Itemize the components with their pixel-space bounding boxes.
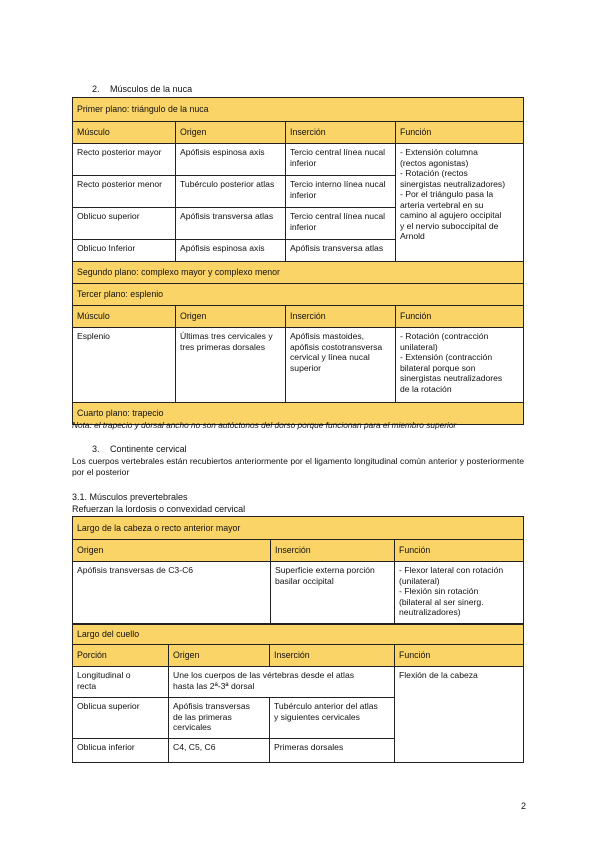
insertion-cell: Primeras dorsales xyxy=(270,739,395,763)
function-line: Arnold xyxy=(400,231,425,241)
trapecio-note: Nota: el trapecio y dorsal ancho no son autóctonos del dorso porque funcionan para el miembro superior xyxy=(72,420,457,430)
header-insercion: Inserción xyxy=(286,122,396,144)
band-segundo-plano: Segundo plano: complexo mayor y complexo menor xyxy=(73,262,524,284)
function-line: sinergistas neutralizadores xyxy=(400,373,503,383)
origin-line: Apófisis transversas xyxy=(173,701,250,711)
insertion-cell: Tercio central línea nucal inferior xyxy=(286,208,396,240)
origin-line: cervicales xyxy=(173,722,212,732)
function-line: - Flexor lateral con rotación xyxy=(399,565,504,575)
header-origen: Origen xyxy=(73,540,271,562)
table-row xyxy=(73,667,524,698)
insertion-cell: Tercio interno línea nucal inferior xyxy=(286,176,396,208)
origin-cell: C4, C5, C6 xyxy=(169,739,270,763)
function-line: sinergistas neutralizadores) xyxy=(400,178,506,189)
function-cell: Flexión de la cabeza xyxy=(395,667,524,763)
function-line: - Rotación (contracción xyxy=(400,331,489,341)
origin-cell: Apófisis espinosa axis xyxy=(176,240,286,262)
function-line: y el nervio suboccipital de xyxy=(400,220,499,231)
table-row xyxy=(73,328,524,403)
header-musculo: Músculo xyxy=(73,122,176,144)
header-insercion: Inserción xyxy=(270,645,395,667)
insertion-line: y siguientes cervicales xyxy=(274,711,360,722)
insertion-cell xyxy=(271,562,395,624)
origin-line: Une los cuerpos de las vértebras desde el atlas xyxy=(173,670,355,680)
header-origen: Origen xyxy=(169,645,270,667)
band-primer-plano: Primer plano: triángulo de la nuca xyxy=(73,98,524,122)
muscle-cell: Esplenio xyxy=(73,328,176,403)
table-row xyxy=(73,562,524,624)
function-line: (unilateral) xyxy=(399,575,440,586)
portion-line: Longitudinal o xyxy=(77,670,131,680)
section-3-title: Continente cervical xyxy=(110,444,187,454)
origin-line: tres primeras dorsales xyxy=(180,341,266,352)
header-funcion: Función xyxy=(396,306,524,328)
insertion-cell xyxy=(286,328,396,403)
header-musculo: Músculo xyxy=(73,306,176,328)
origin-cell: Apófisis transversas de C3-C6 xyxy=(73,562,271,624)
origin-line: hasta las 2ª-3ª dorsal xyxy=(173,680,255,691)
function-line: - Extensión (contracción xyxy=(400,352,493,362)
insertion-cell xyxy=(270,698,395,739)
section-2-heading xyxy=(92,84,192,94)
nuca-muscles-table xyxy=(72,97,524,425)
insertion-line: cervical y línea nucal xyxy=(290,352,370,362)
portion-cell: Oblicua superior xyxy=(73,698,169,739)
insertion-line: apófisis costotransversa xyxy=(290,341,383,352)
function-line: (bilateral al ser sinerg. xyxy=(399,596,484,607)
function-line: - Rotación (rectos xyxy=(400,168,468,178)
section-3-number: 3. xyxy=(92,444,100,454)
largo-cuello-table xyxy=(72,624,524,763)
function-line: (rectos agonistas) xyxy=(400,157,469,168)
insertion-line: Apófisis mastoides, xyxy=(290,331,365,341)
function-line: - Por el triángulo pasa la xyxy=(400,189,494,199)
header-funcion: Función xyxy=(395,540,524,562)
origin-line: de las primeras xyxy=(173,711,232,722)
function-cell xyxy=(396,328,524,403)
function-line: bilateral porque son xyxy=(400,362,476,373)
subsection-3-1-text: Refuerzan la lordosis o convexidad cervical xyxy=(72,504,246,514)
function-cell xyxy=(395,562,524,624)
header-funcion: Función xyxy=(396,122,524,144)
origin-cell: Apófisis espinosa axis xyxy=(176,144,286,176)
section-3-heading xyxy=(92,444,187,454)
insertion-cell: Apófisis transversa atlas xyxy=(286,240,396,262)
function-cell xyxy=(396,144,524,262)
function-line: de la rotación xyxy=(400,383,452,394)
header-insercion: Inserción xyxy=(286,306,396,328)
origin-cell xyxy=(176,328,286,403)
largo-cabeza-title: Largo de la cabeza o recto anterior mayor xyxy=(73,517,524,540)
band-cuarto-plano: Cuarto plano: trapecio xyxy=(73,403,524,425)
header-origen: Origen xyxy=(176,306,286,328)
function-line: unilateral) xyxy=(400,341,438,352)
header-porcion: Porción xyxy=(73,645,169,667)
function-line: arteria vertebral en su xyxy=(400,199,484,210)
largo-cabeza-table xyxy=(72,516,524,624)
muscle-cell: Recto posterior menor xyxy=(73,176,176,208)
insertion-line: Tubérculo anterior del atlas xyxy=(274,701,378,711)
page-number: 2 xyxy=(521,801,527,811)
portion-cell xyxy=(73,667,169,698)
origin-cell xyxy=(169,667,395,698)
band-tercer-plano: Tercer plano: esplenio xyxy=(73,284,524,306)
origin-line: Últimas tres cervicales y xyxy=(180,331,273,341)
header-insercion: Inserción xyxy=(271,540,395,562)
largo-cuello-title: Largo del cuello xyxy=(73,625,524,645)
insertion-line: Superficie externa porción xyxy=(275,565,375,575)
insertion-line: superior xyxy=(290,362,322,373)
muscle-cell: Oblicuo Inferior xyxy=(73,240,176,262)
origin-cell: Apófisis transversa atlas xyxy=(176,208,286,240)
header-origen: Origen xyxy=(176,122,286,144)
function-line: - Flexión sin rotación xyxy=(399,586,479,596)
section-2-title: Músculos de la nuca xyxy=(110,84,193,94)
header-funcion: Función xyxy=(395,645,524,667)
muscle-cell: Oblicuo superior xyxy=(73,208,176,240)
portion-cell: Oblicua inferior xyxy=(73,739,169,763)
function-line: neutralizadores) xyxy=(399,607,461,617)
portion-line: recta xyxy=(77,680,97,691)
section-3-paragraph: Los cuerpos vertebrales están recubiertos anteriormente por el ligamento longitudinal común anterior y posteriormente por el posterior xyxy=(72,456,524,477)
function-line: - Extensión columna xyxy=(400,147,478,157)
insertion-cell: Tercio central línea nucal inferior xyxy=(286,144,396,176)
insertion-line: basilar occipital xyxy=(275,575,334,586)
origin-cell xyxy=(169,698,270,739)
origin-cell: Tubérculo posterior atlas xyxy=(176,176,286,208)
section-2-number: 2. xyxy=(92,84,100,94)
muscle-cell: Recto posterior mayor xyxy=(73,144,176,176)
table-row xyxy=(73,144,524,176)
subsection-3-1-title: 3.1. Músculos prevertebrales xyxy=(72,492,188,502)
function-line: camino al agujero occipital xyxy=(400,210,502,220)
